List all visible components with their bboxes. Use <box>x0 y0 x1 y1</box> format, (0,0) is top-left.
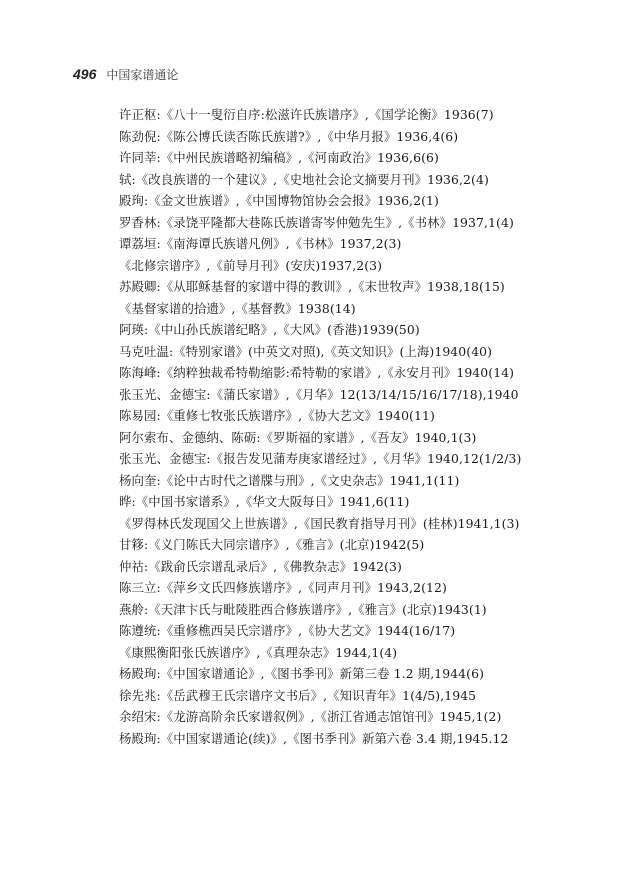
bibliography-entry: 仲祜:《跋俞氏宗谱乱录后》,《佛教杂志》1942(3) <box>119 558 402 574</box>
bibliography-entry: 余绍宋:《龙游高阶余氏家谱叙例》,《浙江省通志馆馆刊》1945,1(2) <box>119 709 502 724</box>
page-number: 496 <box>73 66 97 82</box>
bibliography-entry: 阿尔索布、金德纳、陈砺:《罗斯福的家谱》,《吾友》1940,1(3) <box>119 429 477 445</box>
running-title: 中国家谱通论 <box>106 68 179 82</box>
bibliography-entry: 杨殿珣:《中国家谱通论(续)》,《图书季刊》新第六卷 3.4 期,1945.12 <box>119 730 509 746</box>
bibliography-entry: 许同莘:《中州民族谱略初编稿》,《河南政治》1936,6(6) <box>119 150 439 165</box>
bibliography-entry: 陈海峰:《纳粹独裁希特勒缩影:希特勒的家谱》,《永安月刊》1940(14) <box>119 365 515 380</box>
bibliography-entry: 徐先兆:《岳武穆王氏宗谱序文书后》,《知识青年》1(4/5),1945 <box>119 687 477 703</box>
bibliography-entry: 《罗得林氏发现国父上世族谱》,《国民教育指导月刊》(桂林)1941,1(3) <box>119 515 520 531</box>
bibliography-list <box>119 104 589 749</box>
bibliography-entry: 许正枢:《八十一叟衍自序:松滋许氏族谱序》,《国学论衡》1936(7) <box>119 107 494 122</box>
bibliography-entry: 《基督家谱的拾遗》,《基督教》1938(14) <box>119 300 356 316</box>
bibliography-entry: 苏殿卿:《从耶稣基督的家谱中得的教训》,《末世牧声》1938,18(15) <box>119 279 505 294</box>
bibliography-entry: 张玉光、金德宝:《报告发见蒲寿庚家谱经过》,《月华》1940,12(1/2/3) <box>119 451 522 466</box>
bibliography-entry: 《北修宗谱序》,《前导月刊》(安庆)1937,2(3) <box>119 257 383 273</box>
bibliography-entry: 马克吐温:《特别家谱》(中英文对照),《英文知识》(上海)1940(40) <box>119 343 493 359</box>
bibliography-entry: 谭荔垣:《南海谭氏族谱凡例》,《书林》1937,2(3) <box>119 236 402 251</box>
bibliography-entry: 杨向奎:《论中古时代之谱牒与刑》,《文史杂志》1941,1(11) <box>119 472 460 488</box>
bibliography-entry: 陈易园:《重修七牧张氏族谱序》,《协大艺文》1940(11) <box>119 408 435 423</box>
bibliography-entry: 晔:《中国书家谱系》,《华文大阪每日》1941,6(11) <box>119 494 410 509</box>
bibliography-entry: 燕舲:《天津卞氏与毗陵胜西合修族谱序》,《雅言》(北京)1943(1) <box>119 601 487 617</box>
bibliography-entry: 陈遵统:《重修樵西吴氏宗谱序》,《协大艺文》1944(16/17) <box>119 623 456 638</box>
bibliography-entry: 陈劲倪:《陈公博氏读否陈氏族谱?》,《中华月报》1936,4(6) <box>119 128 459 144</box>
bibliography-entry: 张玉光、金德宝:《蒲氏家谱》,《月华》12(13/14/15/16/17/18),1940 <box>119 386 519 402</box>
page-header <box>73 66 178 83</box>
bibliography-entry: 陈三立:《萍乡文氏四修族谱序》,《同声月刊》1943,2(12) <box>119 580 447 595</box>
bibliography-entry: 阿瑛:《中山孙氏族谱纪略》,《大风》(香港)1939(50) <box>119 322 420 337</box>
bibliography-entry: 甘簃:《义门陈氏大同宗谱序》,《雅言》(北京)1942(5) <box>119 537 425 552</box>
bibliography-entry: 杨殿珣:《中国家谱通论》,《图书季刊》新第三卷 1.2 期,1944(6) <box>119 666 485 681</box>
bibliography-entry: 罗香林:《录饶平隆都大巷陈氏族谱寄岑仲勉先生》,《书林》1937,1(4) <box>119 214 514 230</box>
bibliography-entry: 《康熙衡阳张氏族谱序》,《真理杂志》1944,1(4) <box>119 644 398 660</box>
bibliography-entry: 殿珣:《金文世族谱》,《中国博物馆协会会报》1936,2(1) <box>119 193 439 208</box>
bibliography-entry: 轼:《改良族谱的一个建议》,《史地社会论文摘要月刊》1936,2(4) <box>119 171 489 187</box>
